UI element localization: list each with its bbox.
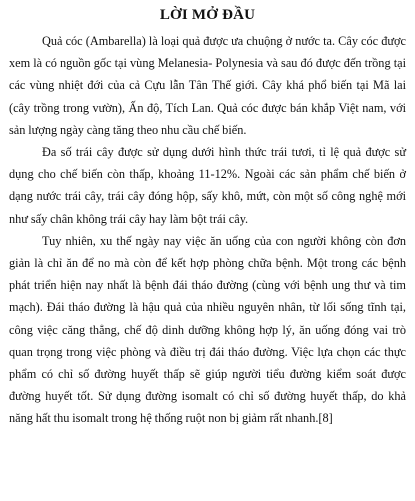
paragraph-1: Quả cóc (Ambarella) là loại quả được ưa chuộng ở nước ta. Cây cóc được xem là có nguồn gốc tại vùng Melanesia- Polynesia và sau đó được đến trồng tại các vùng nhiệt đới của cả Cựu lẫn Tân Thế giới. Cây khá phổ biến tại Mã lai (cây trồng trong vườn), Ấn độ, Tích Lan. Quả cóc được bán khắp Việt nam, với sản lượng ngày càng tăng theo nhu cầu chế biến. xyxy=(9,34,406,137)
paragraph-2: Đa số trái cây được sử dụng dưới hình thức trái tươi, tỉ lệ quả được sử dụng cho chế biến còn thấp, khoảng 11-12%. Ngoài các sản phẩm chế biến ở dạng nước trái cây, trái cây đóng hộp, sấy khô, mứt, còn một số công nghệ mới như sấy chân không trái cây hay làm bột trái cây. xyxy=(9,145,406,226)
document-title: LỜI MỞ ĐẦU xyxy=(159,7,256,23)
paragraph-3: Tuy nhiên, xu thế ngày nay việc ăn uống của con người không còn đơn giản là chỉ ăn để no mà còn để kết hợp phòng chữa bệnh. Một trong các bệnh phát triển hiện nay nhất là bệnh đái tháo đường (cùng với bệnh ung thư và tim mạch). Đái tháo đường là hậu quả của nhiều nguyên nhân, từ lối sống tĩnh tại, công việc căng thẳng, chế độ dinh dưỡng không hợp lý, ăn uống đóng vai trò quan trọng trong việc phòng và điều trị đái tháo đường. Việc lựa chọn các thực phẩm có chỉ số đường huyết thấp sẽ giúp người tiểu đường kiểm soát được đường huyết tốt. Sử dụng đường isomalt có chỉ số đường huyết thấp, do khả năng hất thu isomalt trong hệ thống ruột non bị giảm rất nhanh.[8] xyxy=(9,233,406,426)
